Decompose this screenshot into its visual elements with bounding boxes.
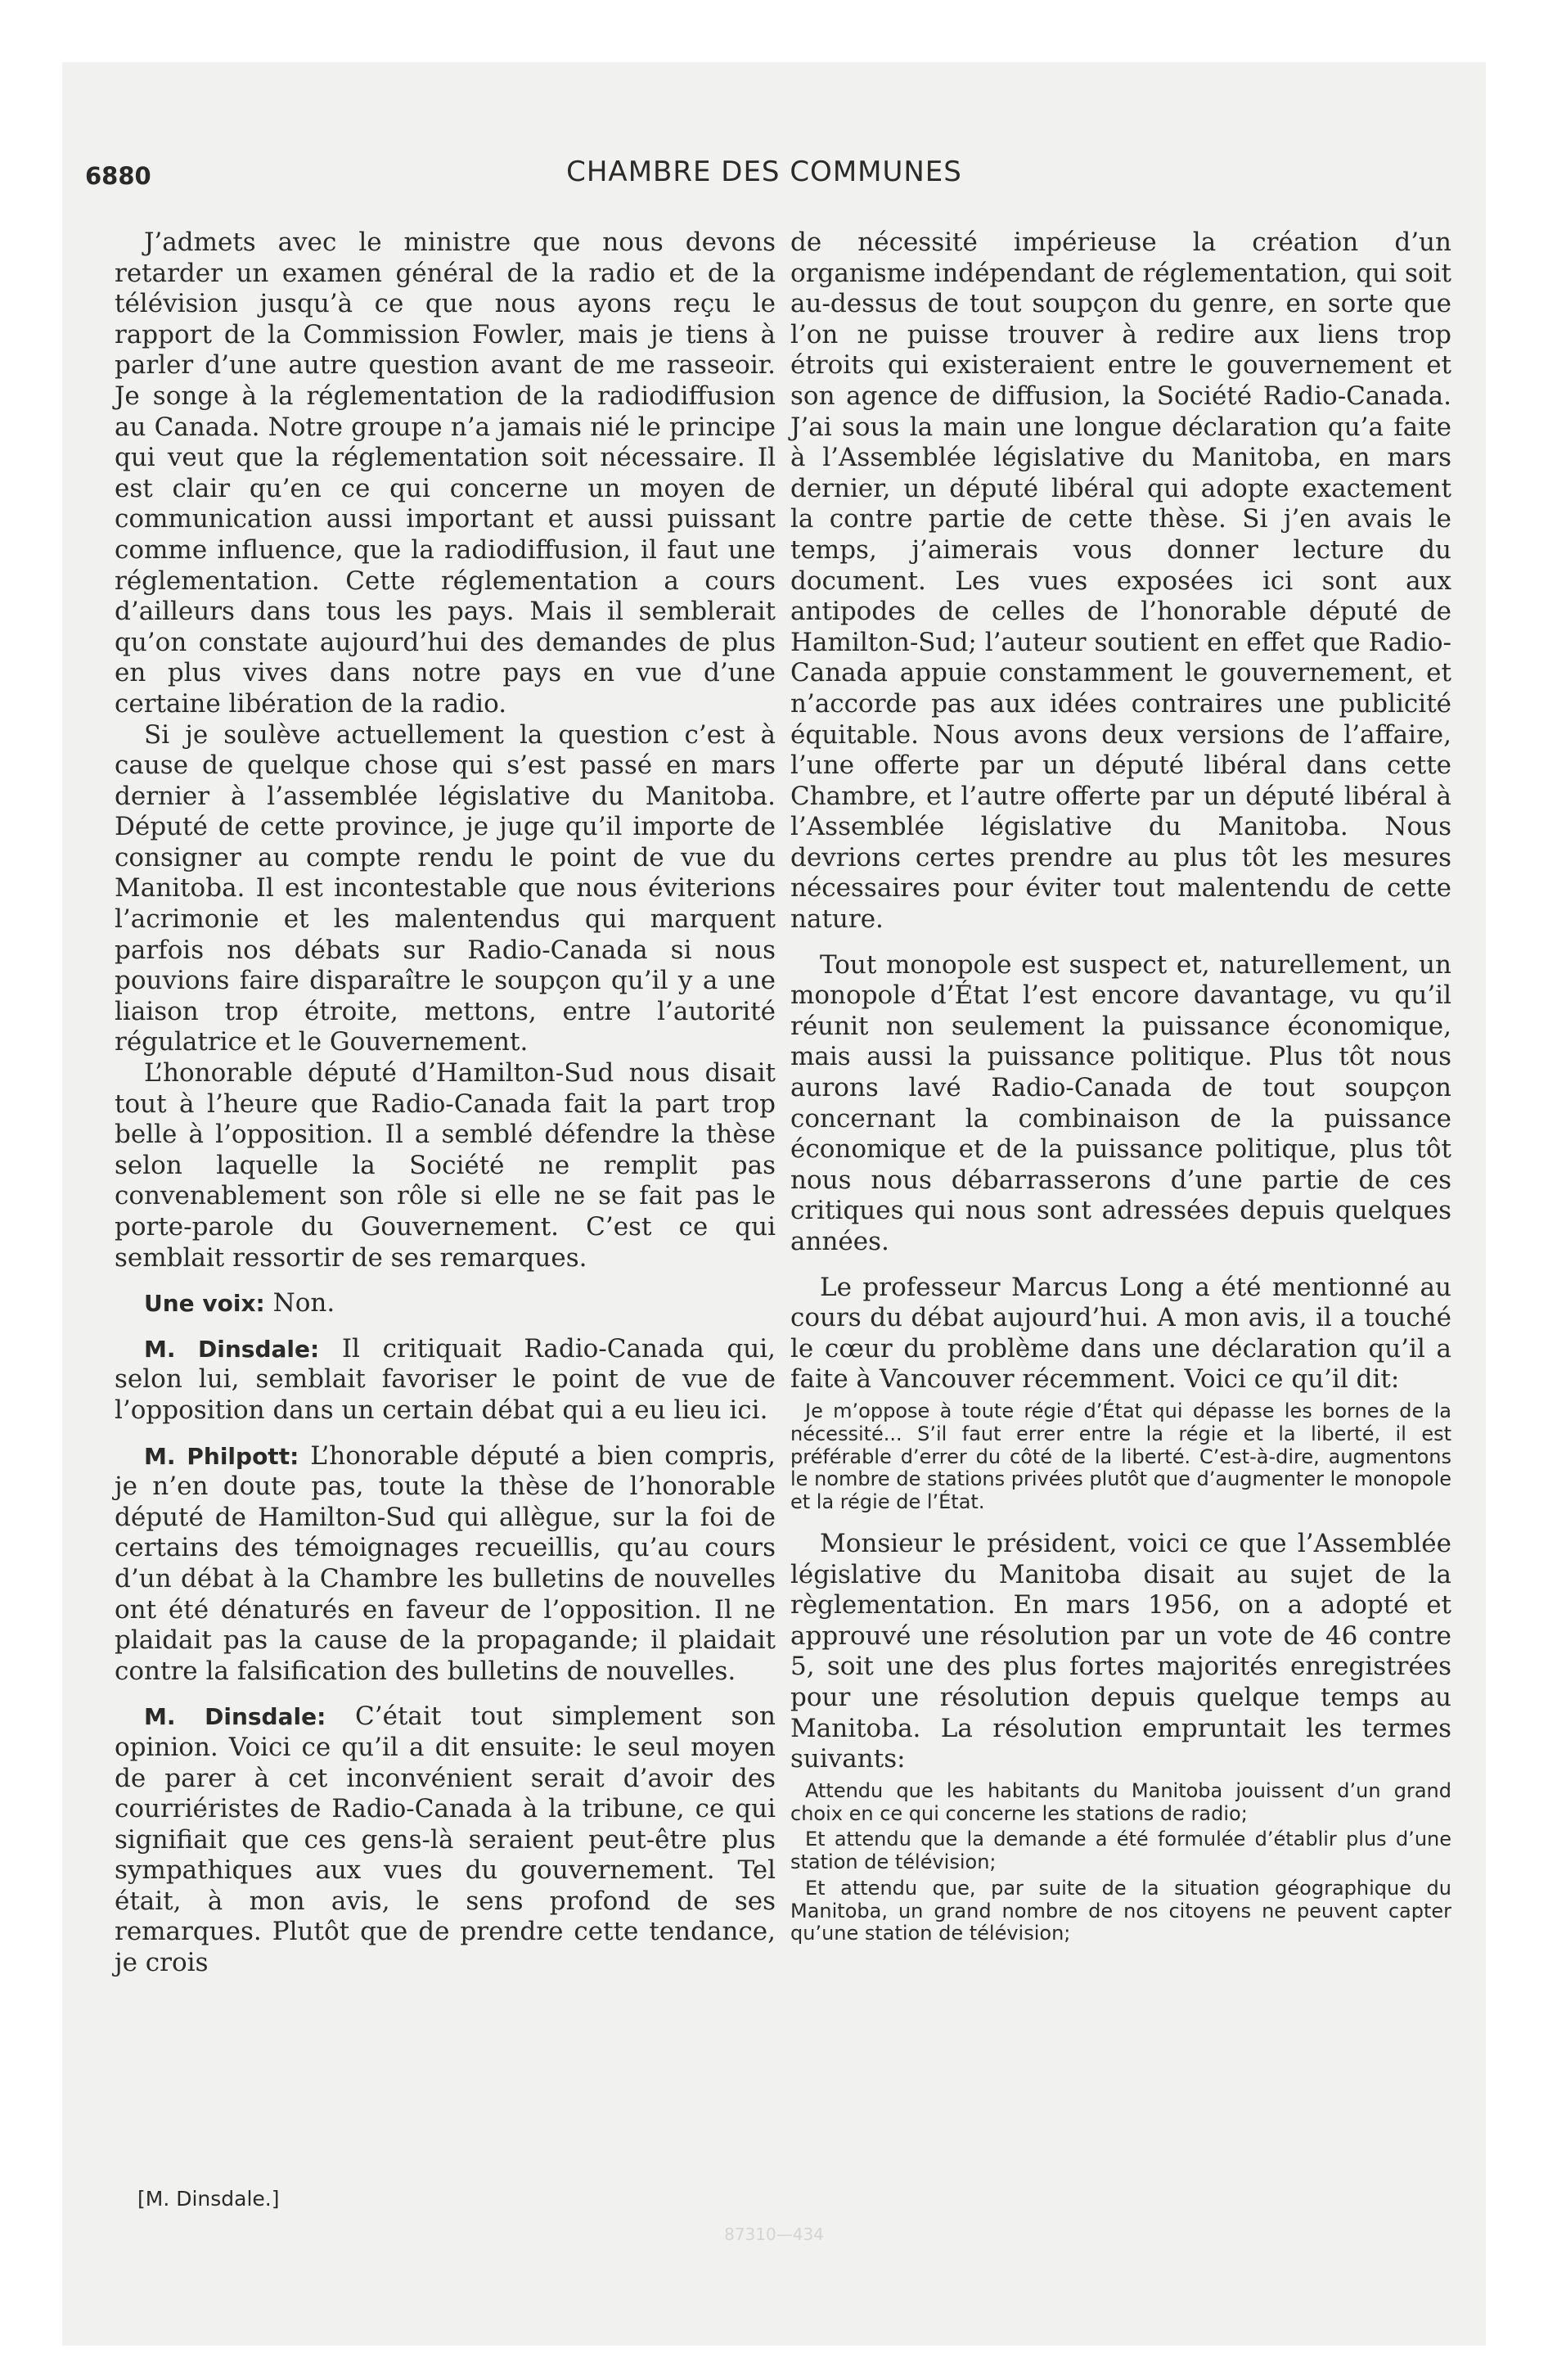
paragraph: Monsieur le président, voici ce que l’Assemblée législative du Manitoba disait au sujet de la règlementation. En mars 1956, on a adopté et approuvé une résolution par un vote de 46 contre 5, soit une des plus fortes majorités enregistrées pour une résolution depuis quelque temps au Manitoba. La résolution empruntait les termes suivants: [790,1528,1451,1774]
speaker-name: M. Dinsdale: [144,1703,326,1731]
paragraph: L’honorable député d’Hamilton-Sud nous disait tout à l’heure que Radio-Canada fait la part trop belle à l’opposition. Il a semblé défendre la thèse selon laquelle la Société ne remplit pas convenablement son rôle si elle ne se fait pas le porte-parole du Gouvernement. C’est ce qui semblait ressortir de ses remarques. [115,1058,776,1273]
speech [115,1288,776,1319]
speech [115,1702,776,1978]
page-header [85,156,1443,196]
speech [115,1441,776,1688]
speaker-name: M. Philpott: [144,1442,299,1470]
speech-text: L’honorable député a bien compris, je n’en doute pas, toute la thèse de l’honorable député de Hamilton-Sud qui allègue, sur la foi de certains des témoignages recueillis, qu’au cours d’un débat à la Chambre les bulletins de nouvelles ont été dénaturés en faveur de l’opposition. Il ne plaidait pas la cause de la propagande; il plaidait contre la falsification des bulletins de nouvelles. [115,1440,776,1686]
speaker-name: M. Dinsdale: [144,1335,320,1363]
speech [115,1334,776,1427]
paragraph: Si je soulève actuellement la question c’est à cause de quelque chose qui s’est passé en mars dernier à l’assemblée législative du Manitoba. Député de cette province, je juge qu’il importe de consigner au compte rendu le point de vue du Manitoba. Il est incontestable que nous éviterions l’acrimonie et les malentendus qui marquent parfois nos débats sur Radio-Canada si nous pouvions faire disparaître le soupçon qu’il y a une liaison trop étroite, mettons, entre l’autorité régulatrice et le Gouvernement. [115,719,776,1057]
print-code: 87310—434 [724,2224,824,2244]
paragraph: de nécessité impérieuse la création d’un organisme indépendant de réglementation, qui soit au-dessus de tout soupçon du genre, en sorte que l’on ne puisse trouver à redire aux liens trop étroits qui existeraient entre le gouvernement et son agence de diffusion, la Société Radio-Canada. J’ai sous la main une longue déclaration qu’a faite à l’Assemblée législative du Manitoba, en mars dernier, un député libéral qui adopte exactement la contre partie de cette thèse. Si j’en avais le temps, j’aimerais vous donner lecture du document. Les vues exposées ici sont aux antipodes de celles de l’honorable député de Hamilton-Sud; l’auteur soutient en effet que Radio-Canada appuie constamment le gouvernement, et n’accorde pas aux idées contraires une publicité équitable. Nous avons deux versions de l’affaire, l’une offerte par un député libéral dans cette Chambre, et l’autre offerte par un député libéral à l’Assemblée législative du Manitoba. Nous devrions certes prendre au plus tôt les mesures nécessaires pour éviter tout malentendu de cette nature. [790,228,1451,935]
page-number: 6880 [85,162,151,190]
speech-text: Il critiquait Radio-Canada qui, selon lui, semblait favoriser le point de vue de l’opposition dans un certain débat qui a eu lieu ici. [115,1333,776,1425]
resolution-quote [790,1780,1451,1946]
left-column [115,228,776,1979]
speech-text: Non. [264,1288,335,1318]
paragraph: Tout monopole est suspect et, naturellement, un monopole d’État l’est encore davantage, vu qu’il réunit non seulement la puissance économique, mais aussi la puissance politique. Plus tôt nous aurons lavé Radio-Canada de tout soupçon concernant la combinaison de la puissance économique et de la puissance politique, plus tôt nous nous débarrasserons d’une partie de ces critiques qui nous sont adressées depuis quelques années. [790,949,1451,1256]
running-title: CHAMBRE DES COMMUNES [566,156,962,188]
quote-text: Et attendu que la demande a été formulée d’établir plus d’une station de télévision; [790,1828,1451,1874]
speech-text: C’était tout simplement son opinion. Voici ce qu’il a dit ensuite: le seul moyen de parer à cet inconvénient serait d’avoir des courriéristes de Radio-Canada à la tribune, ce qui signifiait que ces gens-là seraient peut-être plus sympathiques aux vues du gouvernement. Tel était, à mon avis, le sens profond de ses remarques. Plutôt que de prendre cette tendance, je crois [115,1702,776,1978]
paragraph: Le professeur Marcus Long a été mentionné au cours du débat aujourd’hui. A mon avis, il a touché le cœur du problème dans une déclaration qu’il a faite à Vancouver récemment. Voici ce qu’il dit: [790,1272,1451,1395]
right-column [790,228,1451,1952]
paragraph: J’admets avec le ministre que nous devons retarder un examen général de la radio et de la télévision jusqu’à ce que nous ayons reçu le rapport de la Commission Fowler, mais je tiens à parler d’une autre question avant de me rasseoir. Je songe à la réglementation de la radiodiffusion au Canada. Notre groupe n’a jamais nié le principe qui veut que la réglementation soit nécessaire. Il est clair qu’en ce qui concerne un moyen de communication aussi important et aussi puissant comme influence, que la radiodiffusion, il faut une réglementation. Cette réglementation a cours d’ailleurs dans tous les pays. Mais il semblerait qu’on constate aujourd’hui des demandes de plus en plus vives dans notre pays en vue d’une certaine libération de la radio. [115,228,776,719]
speaker-name: Une voix: [144,1290,265,1318]
block-quote [790,1400,1451,1514]
quote-text: Je m’oppose à toute régie d’État qui dépasse les bornes de la nécessité... S’il faut errer entre la régie et la liberté, il est préférable d’errer du côté de la liberté. C’est-à-dire, augmentons le nombre de stations privées plutôt que d’augmenter le monopole et la régie de l’État. [790,1399,1451,1514]
speaker-attribution: [M. Dinsdale.] [137,2187,280,2211]
quote-text: Attendu que les habitants du Manitoba jouissent d’un grand choix en ce qui concerne les stations de radio; [790,1778,1451,1825]
quote-text: Et attendu que, par suite de la situation géographique du Manitoba, un grand nombre de nos citoyens ne peuvent capter qu’une station de télévision; [790,1876,1451,1945]
